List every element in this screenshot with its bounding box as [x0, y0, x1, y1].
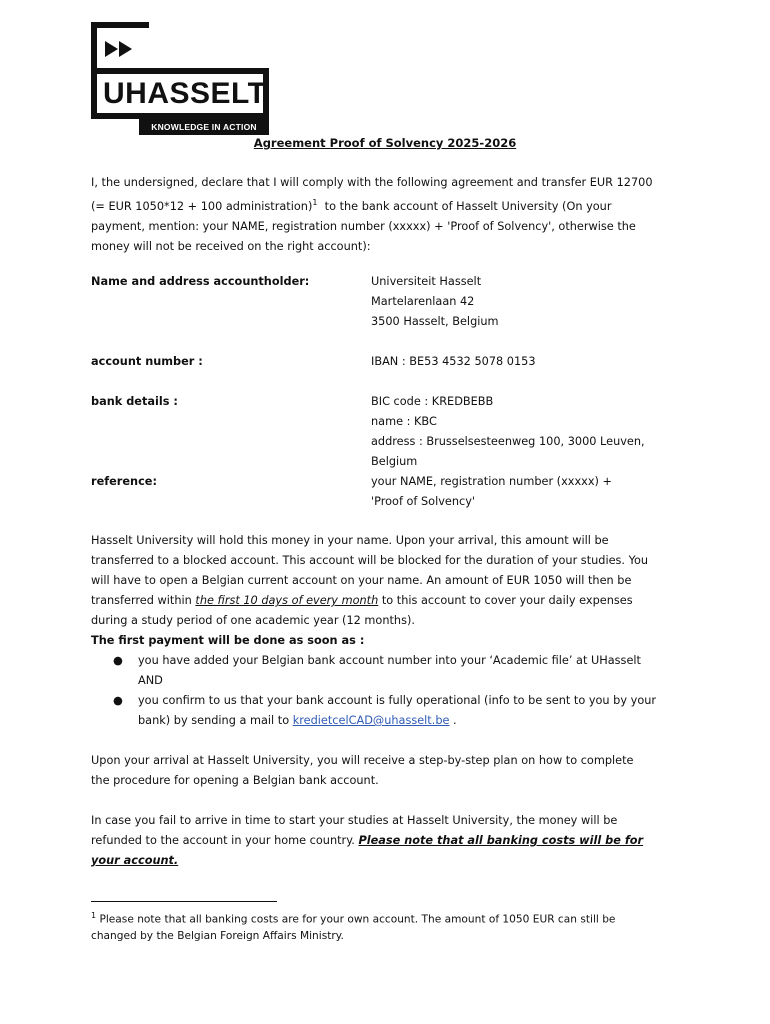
intro-line: (= EUR 1050*12 + 100 administration)$^1$ to the bank account of Hasselt University (On your	[91, 198, 612, 213]
reference-label: reference:	[91, 475, 157, 488]
refund-paragraph: In case you fail to arrive in time to start your studies at Hasselt University, the money will be refunded to the account in your home country. Please note that all banking costs will be for your account.	[91, 811, 691, 871]
logo-frame	[91, 22, 269, 119]
account-number-label: account number :	[91, 355, 203, 368]
account-number-value: IBAN : BE53 4532 5078 0153	[371, 355, 536, 368]
reference-value: your NAME, registration number (xxxxx) + 'Proof of Solvency'	[371, 475, 612, 508]
footnote-reference: 1	[312, 198, 318, 207]
document-page: UHASSELT KNOWLEDGE IN ACTION Agreement Proof of Solvency 2025-2026 I, the undersigned, declare that I will comply with the following agreement and transfer EUR 12700 (= EUR 1050*12 + 100 administration)$^1$ to the bank account of Hasselt University (On your payment, mention: your NAME, registration number (xxxxx) + 'Proof of Solvency', otherwise the money will not be received on the right account): Name and address accountholder: Universiteit Hasselt Martelarenlaan 42 3500 Hasselt, Belgium account number : IBAN : BE53 4532 5078 0153 bank details : BIC code : KREDBEBB name : KBC address : Brusselsesteenweg 100, 3000 Leuven, Belgium reference: your NAME, registration number (xxxxx) + 'Proof of Solvency' Hasselt University will hold this money in your name. Upon your arrival, this amount will be transferred to a blocked account. This account will be blocked for the duration of your studies. You will have to open a Belgian current account on your name. An amount of EUR 1050 will then be transferred within the first 10 days of every month to this account to cover your daily expenses during a study period of one academic year (12 months). The first payment will be done as soon as : ● you have added your Belgian bank account number into your ‘Academic file’ at UHasselt AND ● you confirm to us that your bank account is fully operational (info to be sent to you by your bank) by sending a mail to kredietcelCAD@uhasselt.be . Upon your arrival at Hasselt University, you will receive a step-by-step plan on how to complete the procedure for opening a Belgian bank account. In case you fail to arrive in time to start your studies at Hasselt University, the money will be refunded to the account in your home country. Please note that all banking costs will be for your account. $^1$ Please note that all banking costs are for your own account. The amount of 1050 EUR can still be changed by the Belgian Foreign Affairs Ministry.	[0, 0, 770, 1024]
accountholder-label: Name and address accountholder:	[91, 275, 310, 288]
intro-line: payment, mention: your NAME, registration number (xxxxx) + 'Proof of Solvency', otherwise the	[91, 219, 636, 233]
intro-line: I, the undersigned, declare that I will comply with the following agreement and transfer EUR 12700	[91, 176, 653, 189]
uhasselt-logo	[91, 22, 269, 135]
bullet-dot: ●	[113, 654, 123, 667]
banking-costs-note: Please note that all banking costs will be for	[358, 834, 644, 847]
accountholder-value: Universiteit Hasselt Martelarenlaan 42 3500 Hasselt, Belgium	[371, 275, 499, 328]
accountholder-row	[91, 272, 691, 328]
hold-paragraph: Hasselt University will hold this money in your name. Upon your arrival, this amount will be transferred to a blocked account. This account will be blocked for the duration of your studies. You will have to open a Belgian current account on your name. An amount of EUR 1050 will then be transferred within the first 10 days of every month to this account to cover your daily expenses during a study period of one academic year (12 months).	[91, 534, 649, 627]
emphasis-text: the first 10 days of every month	[195, 594, 379, 607]
intro-line: money will not be received on the right account):	[91, 239, 371, 253]
account-number-row	[91, 352, 691, 372]
bullet-dot: ●	[113, 694, 123, 707]
arrival-paragraph: Upon your arrival at Hasselt University, you will receive a step-by-step plan on how to complete the procedure for opening a Belgian bank account.	[91, 754, 634, 787]
document-title: Agreement Proof of Solvency 2025-2026	[253, 136, 517, 150]
logo-wordmark: UHASSELT	[103, 77, 267, 110]
footnote-divider	[91, 901, 277, 902]
logo-tagline: KNOWLEDGE IN ACTION	[139, 119, 269, 135]
fast-forward-icon	[103, 38, 143, 60]
intro-paragraph	[91, 173, 691, 257]
email-link[interactable]: kredietcelCAD@uhasselt.be	[292, 714, 450, 727]
bank-details-row	[91, 392, 691, 468]
banking-costs-note: your account.	[91, 854, 179, 867]
footnote-number: 1	[91, 911, 97, 920]
bank-details-label: bank details :	[91, 395, 178, 408]
first-payment-heading: The first payment will be done as soon as :	[91, 634, 365, 647]
reference-row	[91, 472, 691, 508]
footnote: $^1$ Please note that all banking costs are for your own account. The amount of 1050 EUR can still be changed by the Belgian Foreign Affairs Ministry.	[91, 911, 616, 942]
bank-details-value: BIC code : KREDBEBB name : KBC address : Brusselsesteenweg 100, 3000 Leuven, Belgium	[371, 395, 645, 468]
